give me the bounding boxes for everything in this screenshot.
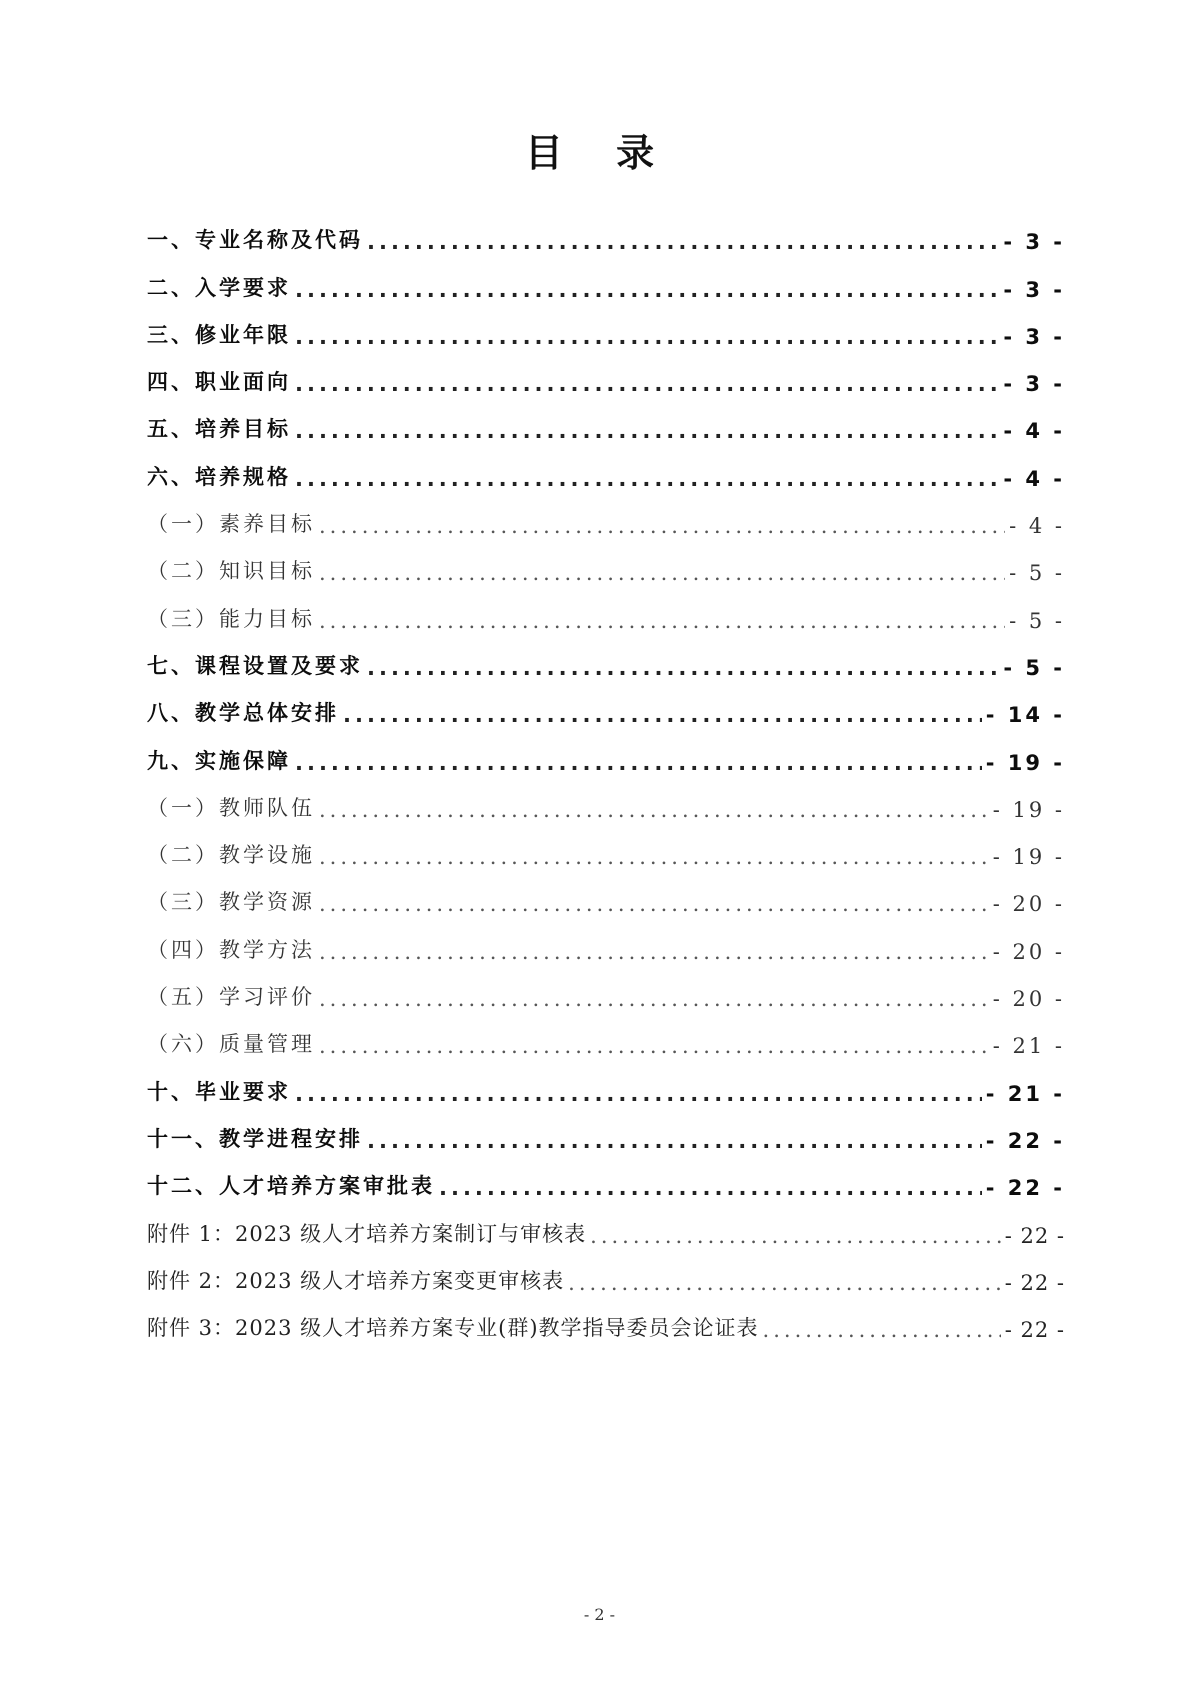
toc-entry-page: - 3 - — [1003, 324, 1065, 349]
toc-entry-label: （二）知识目标 — [147, 559, 315, 584]
page-title: 目 录 — [524, 131, 675, 175]
toc-subentry[interactable] — [147, 538, 1065, 585]
toc-entry[interactable] — [147, 254, 1065, 301]
toc-entry-page: - 20 - — [992, 892, 1065, 917]
toc-dot-leader — [590, 1224, 1001, 1248]
toc-entry-label: 四、职业面向 — [147, 370, 291, 395]
toc-entry[interactable] — [147, 1153, 1065, 1200]
toc-dot-leader — [568, 1271, 1001, 1295]
toc-entry-page: - 22 - — [1004, 1318, 1065, 1343]
toc-subentry[interactable] — [147, 491, 1065, 538]
toc-entry-page: - 3 - — [1003, 277, 1065, 302]
toc-entry[interactable] — [147, 396, 1065, 443]
toc-dot-leader — [319, 514, 1005, 538]
toc-appendix-entry[interactable] — [147, 1200, 1065, 1247]
toc-entry-page: - 22 - — [985, 1128, 1065, 1153]
toc-dot-leader — [367, 230, 999, 254]
toc-dot-leader — [295, 467, 999, 491]
toc-entry-page: - 5 - — [1003, 655, 1065, 680]
toc-entry-label: （三）教学资源 — [147, 890, 315, 915]
toc-appendix-entry[interactable] — [147, 1248, 1065, 1295]
toc-entry-label: （四）教学方法 — [147, 937, 315, 962]
toc-entry-page: - 19 - — [985, 750, 1065, 775]
toc-dot-leader — [763, 1318, 1001, 1342]
toc-dot-leader — [295, 1082, 982, 1106]
toc-entry[interactable] — [147, 443, 1065, 490]
toc-dot-leader — [319, 987, 989, 1011]
toc-entry-page: - 4 - — [1003, 419, 1065, 444]
toc-entry[interactable] — [147, 1106, 1065, 1153]
toc-entry-label: （一）教师队伍 — [147, 795, 315, 820]
toc-subentry[interactable] — [147, 822, 1065, 869]
toc-entry-page: - 21 - — [992, 1034, 1065, 1059]
toc-entry-label: 一、专业名称及代码 — [147, 228, 363, 253]
toc-entry-label: 附件 2：2023 级人才培养方案变更审核表 — [147, 1268, 565, 1293]
toc-entry-label: 八、教学总体安排 — [147, 701, 339, 726]
toc-dot-leader — [439, 1176, 982, 1200]
toc-entry[interactable] — [147, 1058, 1065, 1105]
page-number: - 2 - — [583, 1605, 616, 1624]
toc-dot-leader — [295, 325, 999, 349]
toc-entry-page: - 4 - — [1003, 466, 1065, 491]
toc-dot-leader — [319, 798, 989, 822]
toc-entry-page: - 19 - — [992, 797, 1065, 822]
toc-entry-label: 附件 1：2023 级人才培养方案制订与审核表 — [147, 1221, 587, 1246]
toc-entry-page: - 5 - — [1009, 608, 1065, 633]
toc-entry-label: 附件 3：2023 级人才培养方案专业(群)教学指导委员会论证表 — [147, 1316, 759, 1341]
toc-entry-label: 十二、人才培养方案审批表 — [147, 1174, 435, 1199]
toc-entry[interactable] — [147, 349, 1065, 396]
toc-entry-page: - 3 - — [1003, 372, 1065, 397]
toc-dot-leader — [343, 703, 982, 727]
toc-entry[interactable] — [147, 680, 1065, 727]
toc-entry[interactable] — [147, 633, 1065, 680]
toc-entry-page: - 22 - — [1004, 1223, 1065, 1248]
toc-entry-page: - 5 - — [1009, 561, 1065, 586]
toc-dot-leader — [295, 278, 999, 302]
toc-entry-label: 三、修业年限 — [147, 322, 291, 347]
toc-dot-leader — [295, 372, 999, 396]
toc-entry-label: 十一、教学进程安排 — [147, 1126, 363, 1151]
toc-subentry[interactable] — [147, 775, 1065, 822]
toc-subentry[interactable] — [147, 916, 1065, 963]
table-of-contents — [147, 207, 1065, 1342]
toc-dot-leader — [319, 561, 1005, 585]
toc-dot-leader — [295, 751, 982, 775]
toc-dot-leader — [295, 419, 999, 443]
toc-entry-page: - 22 - — [985, 1176, 1065, 1201]
toc-entry-label: （一）素养目标 — [147, 512, 315, 537]
toc-entry-label: （三）能力目标 — [147, 606, 315, 631]
toc-entry-label: （五）学习评价 — [147, 985, 315, 1010]
toc-entry-page: - 3 - — [1003, 230, 1065, 255]
toc-entry-label: 六、培养规格 — [147, 464, 291, 489]
toc-entry-page: - 19 - — [992, 845, 1065, 870]
toc-dot-leader — [319, 609, 1005, 633]
toc-dot-leader — [367, 1129, 982, 1153]
toc-dot-leader — [367, 656, 999, 680]
toc-dot-leader — [319, 892, 989, 916]
toc-entry-page: - 20 - — [992, 939, 1065, 964]
toc-entry-label: 五、培养目标 — [147, 417, 291, 442]
toc-subentry[interactable] — [147, 964, 1065, 1011]
toc-entry-page: - 20 - — [992, 987, 1065, 1012]
toc-entry-page: - 22 - — [1004, 1270, 1065, 1295]
toc-subentry[interactable] — [147, 869, 1065, 916]
toc-subentry[interactable] — [147, 1011, 1065, 1058]
toc-entry-label: 十、毕业要求 — [147, 1079, 291, 1104]
toc-entry[interactable] — [147, 727, 1065, 774]
toc-entry[interactable] — [147, 302, 1065, 349]
toc-entry-label: 二、入学要求 — [147, 275, 291, 300]
toc-entry-label: 九、实施保障 — [147, 748, 291, 773]
toc-dot-leader — [319, 845, 989, 869]
toc-entry[interactable] — [147, 207, 1065, 254]
toc-entry-page: - 4 - — [1009, 514, 1065, 539]
toc-entry-page: - 14 - — [985, 703, 1065, 728]
toc-dot-leader — [319, 940, 989, 964]
toc-dot-leader — [319, 1034, 989, 1058]
toc-entry-page: - 21 - — [985, 1081, 1065, 1106]
toc-appendix-entry[interactable] — [147, 1295, 1065, 1342]
toc-entry-label: （六）质量管理 — [147, 1032, 315, 1057]
toc-subentry[interactable] — [147, 585, 1065, 632]
toc-entry-label: （二）教学设施 — [147, 843, 315, 868]
toc-entry-label: 七、课程设置及要求 — [147, 653, 363, 678]
